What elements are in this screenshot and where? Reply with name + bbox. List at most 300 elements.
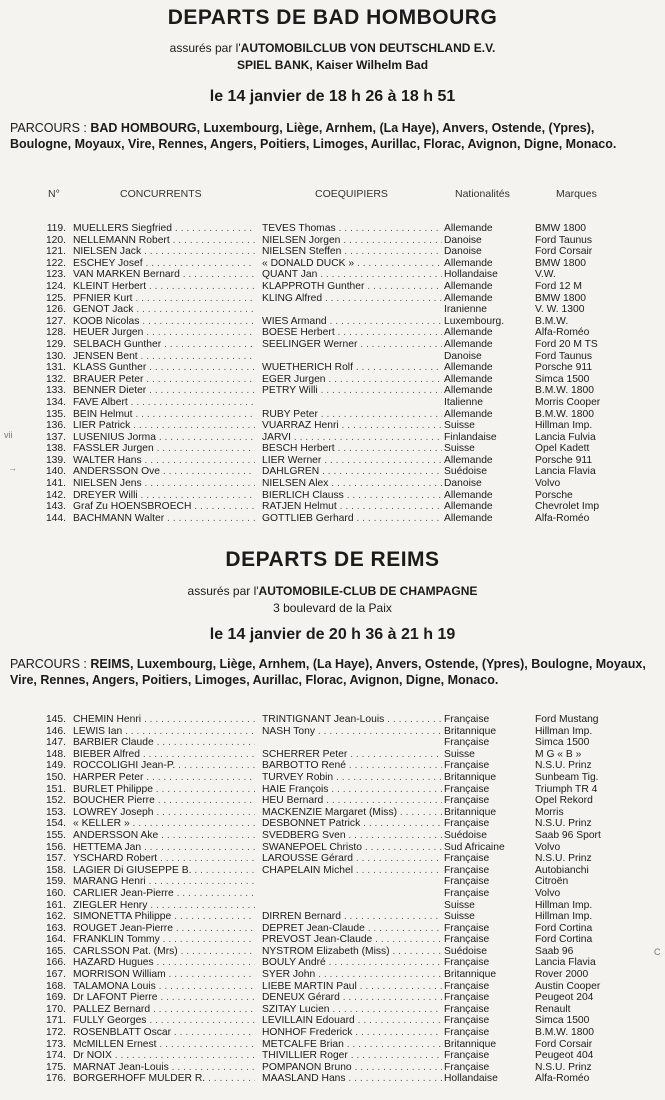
nationality: Française: [444, 714, 490, 725]
nationality: Sud Africaine: [444, 841, 505, 853]
entry-number: 140.: [45, 466, 66, 478]
driver-name: LUSENIUS Jorma . . .: [73, 432, 255, 444]
entry-number: 131.: [45, 362, 66, 374]
entry-number: 119.: [46, 223, 66, 234]
nationality: Allemande: [444, 327, 493, 339]
departure-date: le 14 janvier de 18 h 26 à 18 h 51: [209, 88, 456, 105]
driver-name: TALAMONA Louis . . .: [73, 981, 255, 993]
nationality: Française: [444, 1003, 490, 1015]
table-row: [0, 911, 665, 923]
nationality: Britannique: [444, 806, 497, 818]
car-make: Rover 2000: [535, 969, 589, 981]
nationality: Française: [444, 992, 490, 1004]
car-make: Simca 1500: [535, 373, 590, 385]
entry-number: 130.: [45, 350, 66, 362]
codriver-name: NIELSEN Alex . . .: [262, 478, 442, 490]
driver-name: BARBIER Claude . . .: [73, 737, 255, 749]
nationality: Allemande: [444, 512, 493, 524]
car-make: B.M.W.: [535, 315, 569, 327]
driver-name: « KELLER » . . .: [73, 818, 255, 830]
table-row: [0, 818, 665, 830]
entry-number: 139.: [45, 454, 66, 466]
table-row: [0, 327, 665, 339]
entry-number: 121.: [45, 246, 66, 258]
table-row: [0, 1004, 665, 1016]
table-row: [0, 981, 665, 993]
entry-number: 156.: [45, 841, 66, 853]
table-row: [0, 760, 665, 772]
table-row: [0, 258, 665, 270]
entry-number: 137.: [45, 431, 66, 443]
codriver-name: JARVI . . .: [262, 432, 442, 444]
entry-number: 143.: [45, 501, 66, 513]
nationality: Française: [444, 1015, 490, 1027]
car-make: BMW 1800: [535, 257, 586, 269]
entry-number: 126.: [45, 304, 66, 316]
entry-number: 138.: [45, 443, 66, 455]
header-coequipiers: COEQUIPIERS: [315, 188, 388, 200]
table-row: [0, 1039, 665, 1051]
car-make: Hillman Imp.: [535, 420, 593, 432]
table-row: [0, 714, 665, 726]
organizer-line: [0, 40, 665, 56]
entry-number: 148.: [45, 748, 66, 760]
nationality: Française: [444, 1061, 490, 1073]
nationality: Suisse: [444, 443, 475, 455]
entry-number: 151.: [45, 783, 66, 795]
nationality: Danoise: [444, 350, 482, 362]
table-row: [0, 992, 665, 1004]
entry-number: 120.: [45, 234, 66, 246]
car-make: Alfa-Roméo: [535, 327, 590, 339]
car-make: Volvo: [535, 478, 561, 490]
codriver-name: NASH Tony . . .: [262, 726, 442, 738]
driver-name: Graf Zu HOENSBROECH . . .: [73, 501, 255, 513]
nationality: Suisse: [444, 420, 475, 432]
table-row: [0, 432, 665, 444]
car-make: Alfa-Roméo: [535, 512, 590, 524]
table-row: [0, 246, 665, 258]
entry-number: 154.: [45, 818, 66, 830]
car-make: Ford 12 M: [535, 280, 582, 292]
driver-name: HAZARD Hugues . . .: [73, 957, 255, 969]
nationality: Française: [444, 957, 490, 969]
table-row: [0, 351, 665, 363]
codriver-name: SCHERRER Peter . . .: [262, 749, 442, 761]
table-row: [0, 490, 665, 502]
driver-name: JENSEN Bent . . .: [73, 351, 255, 363]
codriver-name: RUBY Peter . . .: [262, 409, 442, 421]
codriver-name: LIEBE MARTIN Paul . . .: [262, 981, 442, 993]
codriver-name: HEU Bernard . . .: [262, 795, 442, 807]
header-nationalites: Nationalités: [455, 188, 510, 200]
codriver-name: GOTTLIEB Gerhard . . .: [262, 513, 442, 525]
nationality: Française: [444, 818, 490, 830]
table-row: [0, 397, 665, 409]
table-row: [0, 501, 665, 513]
table-row: [0, 1015, 665, 1027]
entry-number: 168.: [45, 980, 66, 992]
driver-name: MARNAT Jean-Louis . . .: [73, 1062, 255, 1074]
entry-number: 176.: [45, 1073, 66, 1085]
car-make: Volvo: [535, 841, 561, 853]
entry-number: 167.: [45, 969, 66, 981]
table-row: [0, 362, 665, 374]
car-make: Ford Corsair: [535, 1038, 593, 1050]
nationality: Française: [444, 795, 490, 807]
entry-number: 127.: [45, 315, 66, 327]
section-title: DEPARTS DE REIMS: [225, 548, 440, 571]
driver-name: LEWIS Ian . . .: [73, 726, 255, 738]
nationality: Suédoise: [444, 945, 487, 957]
driver-name: BEIN Helmut . . .: [73, 409, 255, 421]
table-row: [0, 420, 665, 432]
entry-number: 141.: [45, 478, 66, 490]
codriver-name: RATJEN Helmut . . .: [262, 501, 442, 513]
driver-name: KLASS Gunther . . .: [73, 362, 255, 374]
table-row: [0, 223, 665, 235]
driver-name: NIELSEN Jens . . .: [73, 478, 255, 490]
codriver-name: BOULY André . . .: [262, 957, 442, 969]
codriver-name: DIRREN Bernard . . .: [262, 911, 442, 923]
nationality: Française: [444, 887, 490, 899]
nationality: Suédoise: [444, 829, 487, 841]
entry-number: 123.: [45, 269, 66, 281]
driver-name: ANDERSSON Ake . . .: [73, 830, 255, 842]
car-make: Hillman Imp.: [535, 725, 593, 737]
codriver-name: NIELSEN Jorgen . . .: [262, 235, 442, 247]
driver-name: HETTEMA Jan . . .: [73, 842, 255, 854]
nationality: Suisse: [444, 911, 475, 923]
car-make: Peugeot 404: [535, 1050, 594, 1062]
driver-name: MUELLERS Siegfried . . .: [73, 223, 255, 235]
car-make: B.M.W. 1800: [535, 408, 594, 420]
driver-name: FRANKLIN Tommy . . .: [73, 934, 255, 946]
table-row: [0, 304, 665, 316]
codriver-name: PREVOST Jean-Claude . . .: [262, 934, 442, 946]
nationality: Danoise: [444, 246, 482, 258]
driver-name: BACHMANN Walter . . .: [73, 513, 255, 525]
table-row: [0, 269, 665, 281]
organizer-name: AUTOMOBILE-CLUB DE CHAMPAGNE: [258, 584, 478, 598]
table-row: [0, 784, 665, 796]
entry-number: 150.: [45, 771, 66, 783]
entry-number: 135.: [45, 408, 66, 420]
entry-number: 134.: [45, 396, 66, 408]
driver-name: CARLSSON Pat. (Mrs) . . .: [73, 946, 255, 958]
codriver-name: HONHOF Frederick . . .: [262, 1027, 442, 1039]
driver-name: ZIEGLER Henry . . .: [73, 900, 255, 912]
nationality: Britannique: [444, 1038, 497, 1050]
driver-name: Dr NOIX . . .: [73, 1050, 255, 1062]
entry-number: 165.: [45, 945, 66, 957]
entry-number: 125.: [45, 292, 66, 304]
entry-number: 159.: [45, 876, 66, 888]
driver-name: HARPER Peter . . .: [73, 772, 255, 784]
entry-number: 174.: [45, 1050, 66, 1062]
table-row: [0, 900, 665, 912]
table-row: [0, 969, 665, 981]
driver-name: ANDERSSON Ove . . .: [73, 466, 255, 478]
driver-name: McMILLEN Ernest . . .: [73, 1039, 255, 1051]
entry-number: 142.: [45, 489, 66, 501]
car-make: Volvo: [535, 887, 561, 899]
codriver-name: DEPRET Jean-Claude . . .: [262, 923, 442, 935]
nationality: Suédoise: [444, 466, 487, 478]
header-num: N°: [48, 188, 60, 200]
nationality: Française: [444, 783, 490, 795]
nationality: Luxembourg.: [444, 315, 505, 327]
driver-name: WALTER Hans . . .: [73, 455, 255, 467]
entry-number: 164.: [45, 934, 66, 946]
nationality: Allemande: [444, 292, 493, 304]
driver-name: SIMONETTA Philippe . . .: [73, 911, 255, 923]
nationality: Française: [444, 922, 490, 934]
entry-number: 172.: [45, 1027, 66, 1039]
header-concurrents: CONCURRENTS: [120, 188, 202, 200]
table-row: [0, 478, 665, 490]
driver-name: KLEINT Herbert . . .: [73, 281, 255, 293]
nationality: Allemande: [444, 223, 493, 234]
section-title: DEPARTS DE BAD HOMBOURG: [167, 6, 498, 29]
table-row: [0, 466, 665, 478]
driver-name: HEUER Jurgen . . .: [73, 327, 255, 339]
codriver-name: VUARRAZ Henri . . .: [262, 420, 442, 432]
car-make: Ford Cortina: [535, 934, 593, 946]
driver-name: KOOB Nicolas . . .: [73, 316, 255, 328]
driver-name: BORGERHOFF MULDER R. . . .: [73, 1073, 255, 1085]
car-make: BMW 1800: [535, 292, 586, 304]
codriver-name: LIER Werner . . .: [262, 455, 442, 467]
entry-number: 144.: [45, 512, 66, 524]
entry-number: 171.: [45, 1015, 66, 1027]
car-make: V.W.: [535, 269, 556, 281]
table-row: [0, 737, 665, 749]
nationality: Britannique: [444, 969, 497, 981]
table-row: [0, 443, 665, 455]
entry-table-bad-hombourg: [0, 223, 665, 524]
nationality: Allemande: [444, 385, 493, 397]
table-row: [0, 235, 665, 247]
entry-number: 166.: [45, 957, 66, 969]
header-marques: Marques: [556, 188, 597, 200]
driver-name: BENNER Dieter . . .: [73, 385, 255, 397]
entry-number: 129.: [45, 338, 66, 350]
codriver-name: DESBONNET Patrick . . .: [262, 818, 442, 830]
car-make: Lancia Flavia: [535, 957, 596, 969]
car-make: V. W. 1300: [535, 304, 585, 316]
nationality: Finlandaise: [444, 431, 497, 443]
table-row: [0, 888, 665, 900]
table-row: [0, 842, 665, 854]
codriver-name: NYSTROM Elizabeth (Miss) . . .: [262, 946, 442, 958]
driver-name: GENOT Jack . . .: [73, 304, 255, 316]
driver-name: ROSENBLATT Oscar . . .: [73, 1027, 255, 1039]
car-make: Hillman Imp.: [535, 911, 593, 923]
entry-number: 147.: [45, 737, 66, 749]
section-reims: [0, 548, 665, 572]
codriver-name: LAROUSSE Gérard . . .: [262, 853, 442, 865]
entry-number: 173.: [45, 1038, 66, 1050]
entry-number: 160.: [45, 887, 66, 899]
table-row: [0, 281, 665, 293]
table-row: [0, 934, 665, 946]
codriver-name: POMPANON Bruno . . .: [262, 1062, 442, 1074]
table-row: [0, 923, 665, 935]
driver-name: FASSLER Jurgen . . .: [73, 443, 255, 455]
driver-name: LIER Patrick . . .: [73, 420, 255, 432]
table-row: [0, 409, 665, 421]
codriver-name: CHAPELAIN Michel . . .: [262, 865, 442, 877]
driver-name: SELBACH Gunther . . .: [73, 339, 255, 351]
car-make: Ford Mustang: [535, 714, 599, 725]
driver-name: BURLET Philippe . . .: [73, 784, 255, 796]
car-make: BMW 1800: [535, 223, 586, 234]
driver-name: NIELSEN Jack . . .: [73, 246, 255, 258]
nationality: Française: [444, 853, 490, 865]
car-make: Lancia Flavia: [535, 466, 596, 478]
codriver-name: HAIE François . . .: [262, 784, 442, 796]
departure-date: le 14 janvier de 20 h 36 à 21 h 19: [209, 626, 456, 643]
organizer-prefix: assurés par l': [169, 41, 241, 55]
margin-mark: vii: [4, 430, 13, 440]
car-make: Triumph TR 4: [535, 783, 598, 795]
entry-number: 145.: [45, 714, 66, 725]
margin-mark: C: [654, 947, 661, 957]
codriver-name: EGER Jurgen . . .: [262, 374, 442, 386]
driver-name: ROUGET Jean-Pierre . . .: [73, 923, 255, 935]
driver-name: NELLEMANN Robert . . .: [73, 235, 255, 247]
car-make: Porsche 911: [535, 362, 593, 374]
table-row: [0, 293, 665, 305]
table-row: [0, 1027, 665, 1039]
table-row: [0, 1062, 665, 1074]
car-make: Simca 1500: [535, 1015, 590, 1027]
car-make: M G « B »: [535, 748, 582, 760]
table-row: [0, 316, 665, 328]
table-row: [0, 830, 665, 842]
entry-number: 155.: [45, 829, 66, 841]
route-text: REIMS, Luxembourg, Liège, Arnhem, (La Haye), Anvers, Ostende, (Ypres), Boulogne, Moyaux, Vire, Rennes, Angers, Poitiers, Limoges, Aurillac, Florac, Avignon, Digne, Monaco.: [10, 657, 646, 687]
codriver-name: TRINTIGNANT Jean-Louis . . .: [262, 714, 442, 726]
codriver-name: SWANEPOEL Christo . . .: [262, 842, 442, 854]
table-row: [0, 1050, 665, 1062]
organizer-name: AUTOMOBILCLUB VON DEUTSCHLAND E.V.: [240, 41, 496, 55]
car-make: Ford Taunus: [535, 350, 593, 362]
nationality: Italienne: [444, 396, 483, 408]
car-make: Renault: [535, 1003, 571, 1015]
table-row: [0, 726, 665, 738]
car-make: Ford 20 M TS: [535, 338, 598, 350]
driver-name: Dr LAFONT Pierre . . .: [73, 992, 255, 1004]
driver-name: FAVE Albert . . .: [73, 397, 255, 409]
codriver-name: SVEDBERG Sven . . .: [262, 830, 442, 842]
entry-number: 161.: [45, 899, 66, 911]
car-make: Porsche: [535, 489, 573, 501]
car-make: Autobianchi: [535, 864, 589, 876]
nationality: Danoise: [444, 478, 482, 490]
driver-name: LOWREY Joseph . . .: [73, 807, 255, 819]
entry-number: 170.: [45, 1003, 66, 1015]
driver-name: ESCHEY Josef . . .: [73, 258, 255, 270]
car-make: N.S.U. Prinz: [535, 1061, 592, 1073]
nationality: Suisse: [444, 899, 475, 911]
codriver-name: MACKENZIE Margaret (Miss) . . .: [262, 807, 442, 819]
table-row: [0, 455, 665, 467]
car-make: Lancia Fulvia: [535, 431, 596, 443]
codriver-name: SZITAY Lucien . . .: [262, 1004, 442, 1016]
codriver-name: DAHLGREN . . .: [262, 466, 442, 478]
entry-number: 136.: [45, 420, 66, 432]
car-make: Chevrolet Imp: [535, 501, 600, 513]
nationality: Suisse: [444, 748, 475, 760]
codriver-name: BESCH Herbert . . .: [262, 443, 442, 455]
entry-number: 133.: [45, 385, 66, 397]
car-make: N.S.U. Prinz: [535, 818, 592, 830]
entry-number: 122.: [45, 257, 66, 269]
driver-name: PFNIER Kurt . . .: [73, 293, 255, 305]
nationality: Française: [444, 934, 490, 946]
table-row: [0, 853, 665, 865]
margin-arrow: →: [8, 463, 17, 473]
codriver-name: BARBOTTO René . . .: [262, 760, 442, 772]
codriver-name: TURVEY Robin . . .: [262, 772, 442, 784]
entry-table-reims: [0, 714, 665, 1085]
entry-number: 158.: [45, 864, 66, 876]
entry-number: 153.: [45, 806, 66, 818]
driver-name: FULLY Georges . . .: [73, 1015, 255, 1027]
table-row: [0, 957, 665, 969]
entry-number: 152.: [45, 795, 66, 807]
nationality: Allemande: [444, 257, 493, 269]
nationality: Britannique: [444, 725, 497, 737]
car-make: Austin Cooper: [535, 980, 601, 992]
codriver-name: QUANT Jan . . .: [262, 269, 442, 281]
driver-name: DREYER Willi . . .: [73, 490, 255, 502]
entry-number: 124.: [45, 280, 66, 292]
codriver-name: NIELSEN Steffen . . .: [262, 246, 442, 258]
driver-name: VAN MARKEN Bernard . . .: [73, 269, 255, 281]
entry-number: 146.: [45, 725, 66, 737]
entry-number: 162.: [45, 911, 66, 923]
codriver-name: SEELINGER Werner . . .: [262, 339, 442, 351]
nationality: Hollandaise: [444, 1073, 498, 1085]
route-text: BAD HOMBOURG, Luxembourg, Liège, Arnhem, (La Haye), Anvers, Ostende, (Ypres), Boulogne, Moyaux, Vire, Rennes, Angers, Poitiers, Limoges, Aurillac, Florac, Avignon, Digne, Monaco.: [10, 121, 617, 151]
table-row: [0, 339, 665, 351]
car-make: Hillman Imp.: [535, 899, 593, 911]
entry-number: 169.: [45, 992, 66, 1004]
nationality: Allemande: [444, 280, 493, 292]
car-make: Ford Taunus: [535, 234, 593, 246]
codriver-name: SYER John . . .: [262, 969, 442, 981]
nationality: Allemande: [444, 489, 493, 501]
section-bad-hombourg: [0, 6, 665, 30]
codriver-name: KLAPPROTH Gunther . . .: [262, 281, 442, 293]
nationality: Française: [444, 1050, 490, 1062]
car-make: Morris: [535, 806, 564, 818]
driver-name: ROCCOLIGHI Jean-P. . . .: [73, 760, 255, 772]
nationality: Allemande: [444, 501, 493, 513]
car-make: Ford Corsair: [535, 246, 593, 258]
nationality: Danoise: [444, 234, 482, 246]
car-make: Simca 1500: [535, 737, 590, 749]
route-parcours: [10, 120, 650, 152]
nationality: Hollandaise: [444, 269, 498, 281]
car-make: B.M.W. 1800: [535, 385, 594, 397]
driver-name: BIEBER Alfred . . .: [73, 749, 255, 761]
nationality: Iranienne: [444, 304, 487, 316]
car-make: Opel Kadett: [535, 443, 590, 455]
